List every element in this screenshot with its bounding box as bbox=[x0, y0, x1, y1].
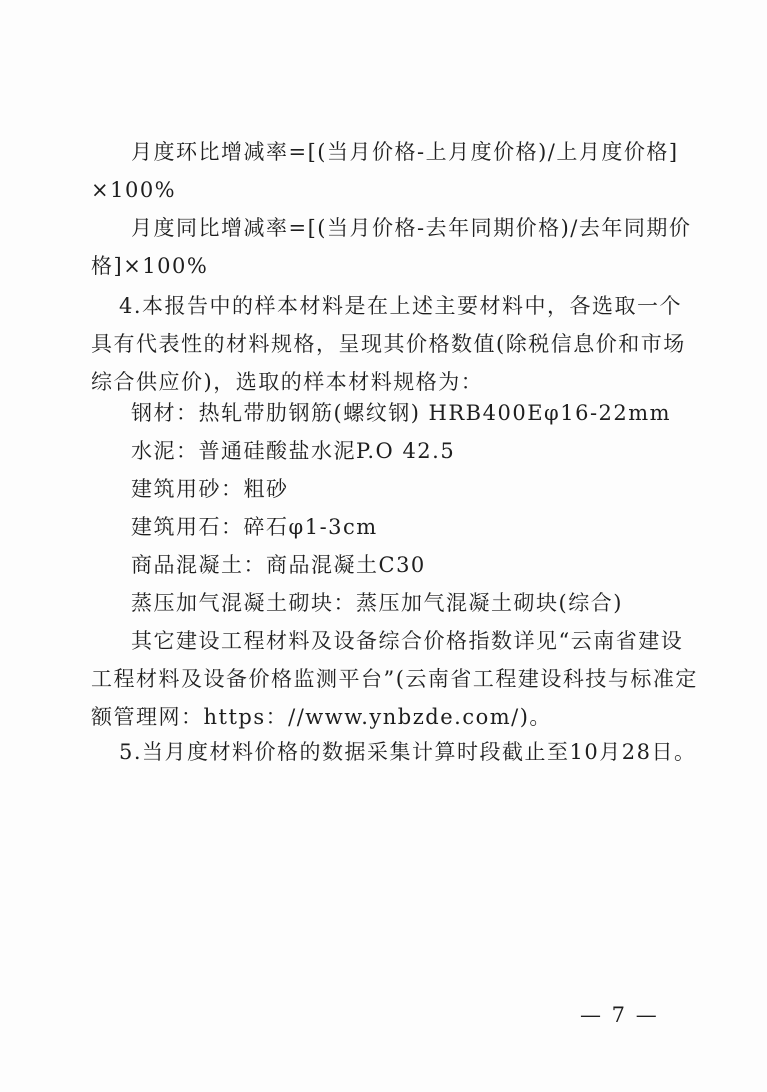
sample-concrete: 商品混凝土：商品混凝土C30 bbox=[131, 553, 426, 577]
formula-yoy-line-1: 月度同比增减率=[(当月价格-去年同期价格)/去年同期价 bbox=[131, 216, 692, 240]
platform-note-line-3: 额管理网：https：//www.ynbzde.com/)。 bbox=[91, 705, 552, 729]
sample-stone: 建筑用石：碎石φ1-3cm bbox=[131, 515, 378, 539]
formula-mom-line-1: 月度环比增减率=[(当月价格-上月度价格)/上月度价格] bbox=[131, 140, 679, 164]
sample-sand: 建筑用砂：粗砂 bbox=[131, 477, 289, 501]
sample-steel: 钢材：热轧带肋钢筋(螺纹钢) HRB400Eφ16-22mm bbox=[131, 401, 672, 425]
formula-mom-line-2: ×100% bbox=[91, 178, 177, 202]
platform-note-line-2: 工程材料及设备价格监测平台”(云南省工程建设科技与标准定 bbox=[91, 667, 698, 691]
formula-yoy-line-2: 格]×100% bbox=[91, 254, 209, 278]
note-4-line-1: 4.本报告中的样本材料是在上述主要材料中，各选取一个 bbox=[119, 294, 683, 318]
sample-aerated-block: 蒸压加气混凝土砌块：蒸压加气混凝土砌块(综合) bbox=[131, 591, 623, 615]
platform-note-line-1: 其它建设工程材料及设备综合价格指数详见“云南省建设 bbox=[131, 629, 684, 653]
sample-cement: 水泥：普通硅酸盐水泥P.O 42.5 bbox=[131, 439, 456, 463]
note-4-line-2: 具有代表性的材料规格，呈现其价格数值(除税信息价和市场 bbox=[91, 332, 686, 356]
note-5-line: 5.当月度材料价格的数据采集计算时段截止至10月28日。 bbox=[119, 740, 697, 764]
note-4-line-3: 综合供应价)，选取的样本材料规格为： bbox=[91, 370, 484, 394]
page-number: — 7 — bbox=[580, 1003, 659, 1027]
